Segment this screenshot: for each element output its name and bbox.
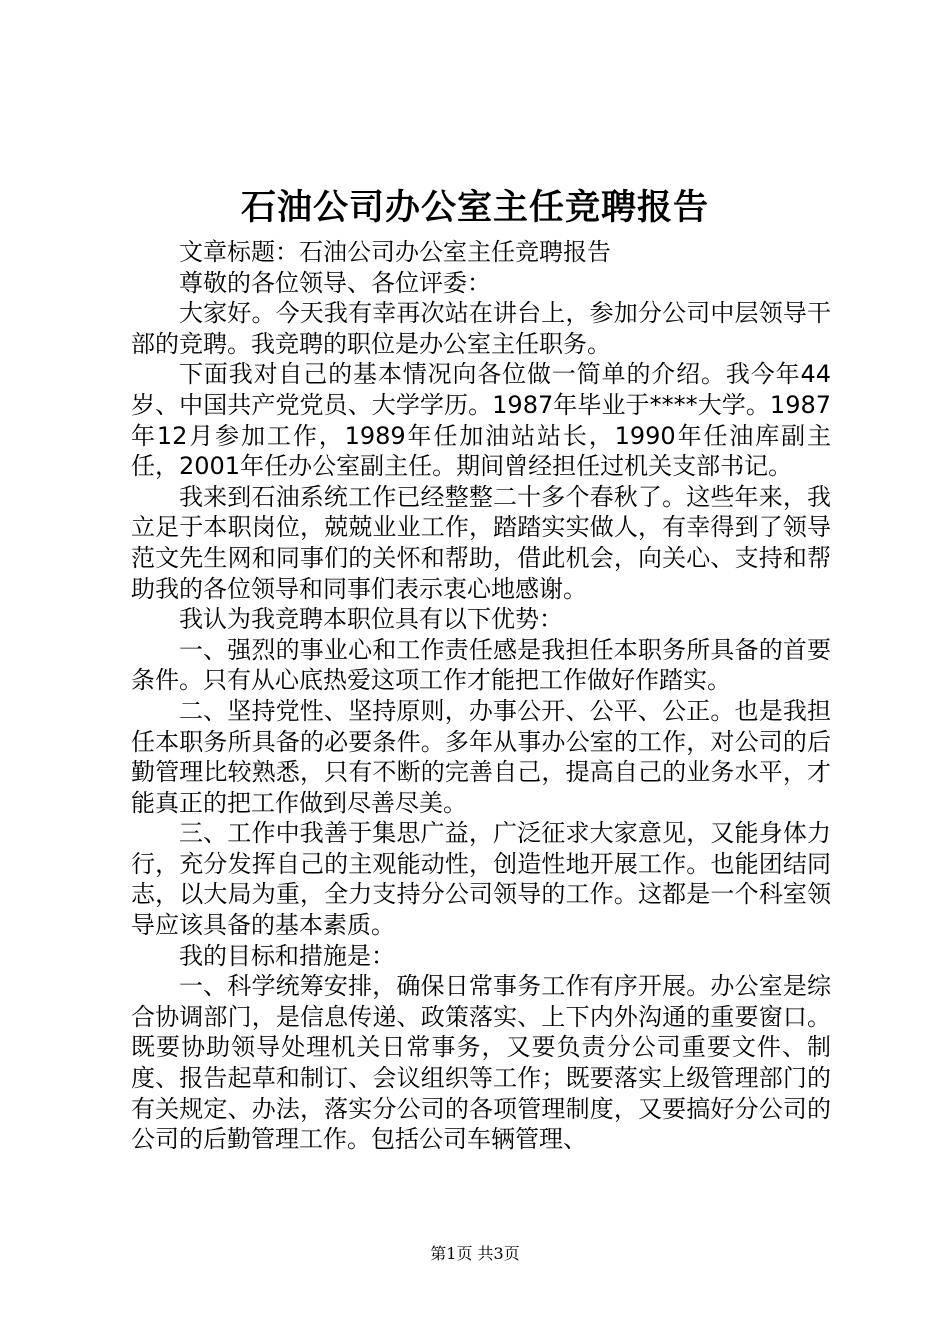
paragraph-salutation: 尊敬的各位领导、各位评委： bbox=[179, 268, 491, 297]
paragraph-advantage-3: 三、工作中我善于集思广益，广泛征求大家意见，又能身体力行，充分发挥自己的主观能动性，创造性地开展工作。也能团结同志，以大局为重，全力支持分公司领导的工作。这都是一个科室领导应该具备的基本素质。 bbox=[131, 819, 831, 940]
paragraph-article-title: 文章标题：石油公司办公室主任竞聘报告 bbox=[179, 238, 611, 266]
paragraph-greeting: 大家好。今天我有幸再次站在讲台上，参加分公司中层领导干部的竞聘。我竞聘的职位是办公室主任职务。 bbox=[131, 299, 831, 358]
paragraph-introduction: 下面我对自己的基本情况向各位做一简单的介绍。我今年44岁、中国共产党党员、大学学历。1987年毕业于****大学。1987年12月参加工作，1989年任加油站站长，1990年任油库副主任，2001年任办公室副主任。期间曾经担任过机关支部书记。 bbox=[131, 360, 831, 481]
paragraph-goals-heading: 我的目标和措施是： bbox=[179, 941, 395, 970]
document-body bbox=[131, 237, 831, 1155]
page-footer: 第1页 共3页 bbox=[430, 1244, 520, 1263]
paragraph-advantage-2: 二、坚持党性、坚持原则，办事公开、公平、公正。也是我担任本职务所具备的必要条件。多年从事办公室的工作，对公司的后勤管理比较熟悉，只有不断的完善自己，提高自己的业务水平，才能真正的把工作做到尽善尽美。 bbox=[131, 696, 831, 817]
document-title: 石油公司办公室主任竞聘报告 bbox=[240, 187, 709, 228]
paragraph-advantage-1: 一、强烈的事业心和工作责任感是我担任本职务所具备的首要条件。只有从心底热爱这项工作才能把工作做好作踏实。 bbox=[131, 635, 831, 695]
paragraph-advantages-heading: 我认为我竞聘本职位具有以下优势： bbox=[179, 605, 563, 634]
paragraph-experience: 我来到石油系统工作已经整整二十多个春秋了。这些年来，我立足于本职岗位，兢兢业业工作，踏踏实实做人，有幸得到了领导范文先生网和同事们的关怀和帮助，借此机会，向关心、支持和帮助我的各位领导和同事们表示衷心地感谢。 bbox=[131, 482, 831, 603]
paragraph-goal-1: 一、科学统筹安排，确保日常事务工作有序开展。办公室是综合协调部门，是信息传递、政策落实、上下内外沟通的重要窗口。既要协助领导处理机关日常事务，又要负责分公司重要文件、制度、报告起草和制订、会议组织等工作；既要落实上级管理部门的有关规定、办法，落实分公司的各项管理制度，又要搞好分公司的公司的后勤管理工作。包括公司车辆管理、 bbox=[131, 972, 831, 1154]
